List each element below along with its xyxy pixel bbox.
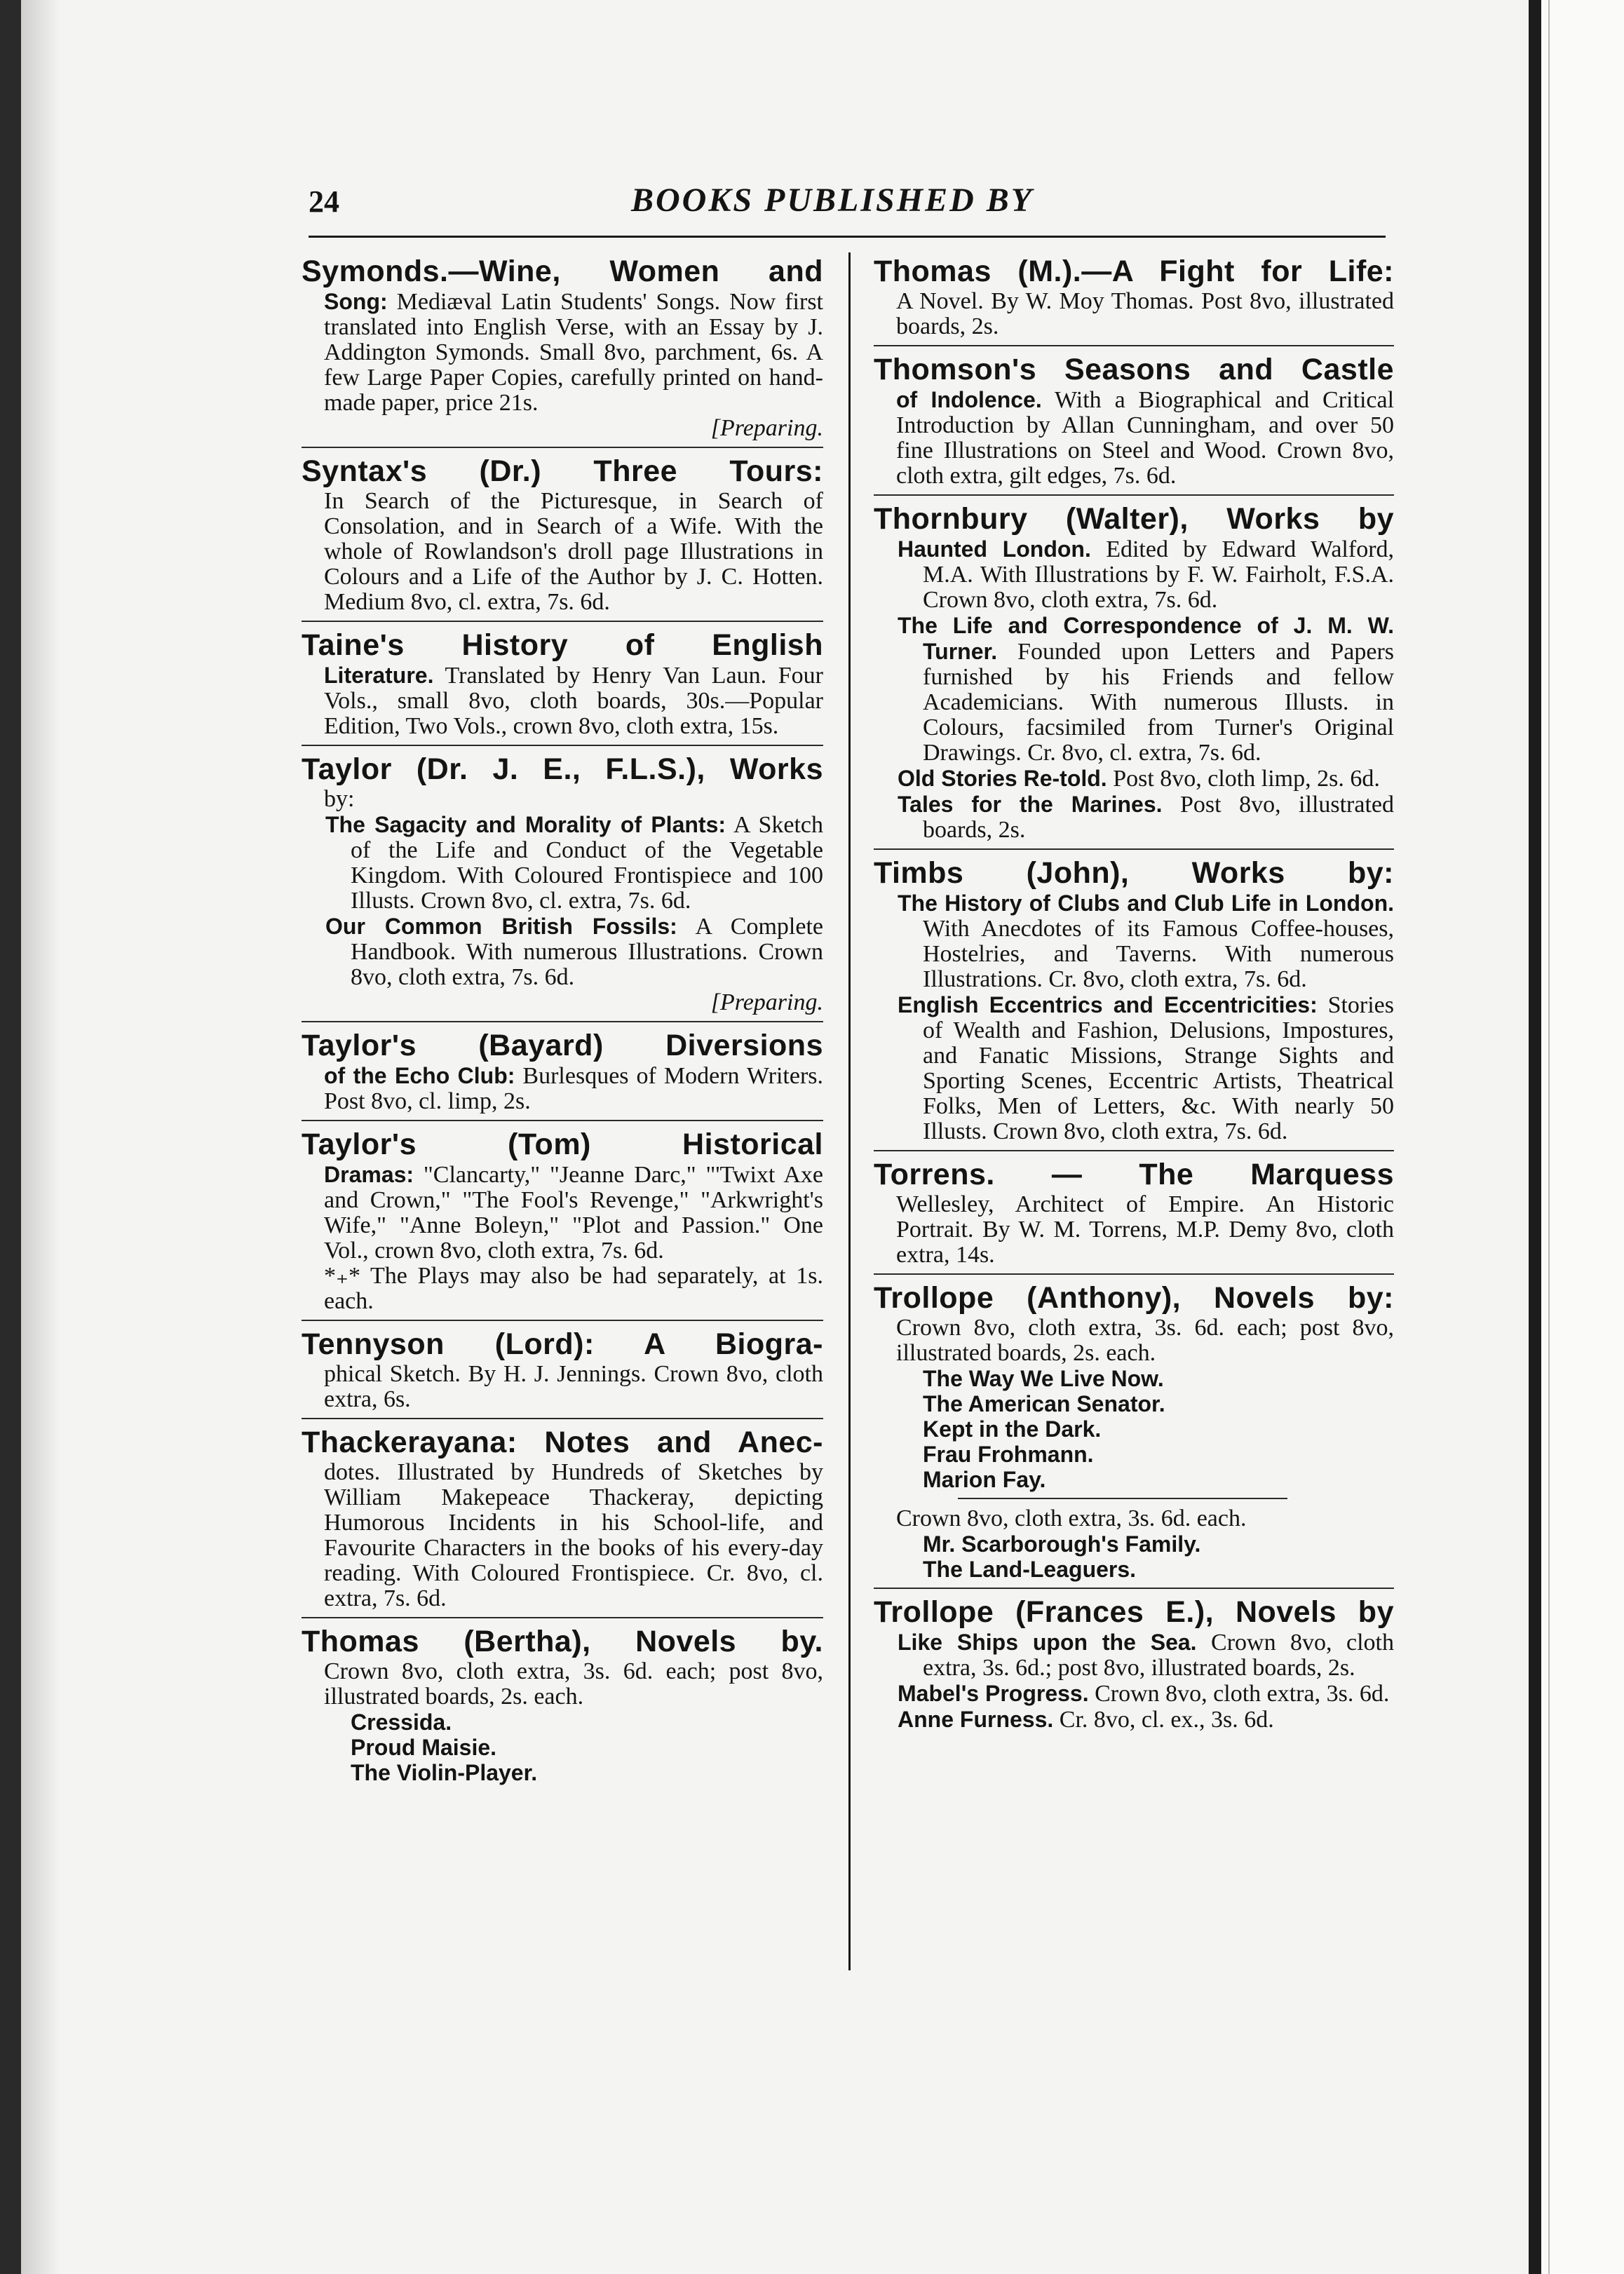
catalog-entry xyxy=(302,452,823,622)
entry-body: phical Sketch. By H. J. Jennings. Crown 8vo, cloth extra, 6s. xyxy=(324,1361,823,1412)
preparing-note: [Preparing. xyxy=(710,989,823,1015)
page-gutter xyxy=(21,0,60,2274)
entry-body: Wellesley, Architect of Empire. An Historic Portrait. By W. M. Torrens, M.P. Demy 8vo, cloth extra, 14s. xyxy=(896,1191,1394,1268)
catalog-entry xyxy=(302,626,823,746)
entry-heading: Tennyson (Lord): A Biogra- xyxy=(302,1327,823,1361)
entry-heading: Taylor's (Tom) Historical xyxy=(302,1128,823,1161)
entry-heading: Thomas (Bertha), Novels by. xyxy=(302,1625,823,1658)
catalog-entry xyxy=(874,1279,1394,1589)
entry-body: Crown 8vo, cloth extra, 3s. 6d. each. xyxy=(896,1505,1247,1531)
entry-heading: Torrens. — The Marquess xyxy=(874,1158,1394,1191)
entry-heading: Trollope (Frances E.), Novels by xyxy=(874,1595,1394,1629)
entry-body: Literature. Translated by Henry Van Laun. Four Vols., small 8vo, cloth boards, 30s.—Popular Edition, Two Vols., crown 8vo, cloth extra, 15s. xyxy=(324,663,823,739)
sub-work: The Life and Correspondence of J. M. W. Turner. Founded upon Letters and Papers furnished by his Friends and fellow Academicians. With numerous Illusts. in Colours, facsimiled from Turner's Original Drawings. Cr. 8vo, cl. extra, 7s. 6d. xyxy=(898,613,1394,766)
page-edge-shadow xyxy=(1529,0,1541,2274)
entry-heading: Taylor's (Bayard) Diversions xyxy=(302,1029,823,1062)
novel-title: Mr. Scarborough's Family. xyxy=(923,1531,1201,1557)
entry-heading: Taylor (Dr. J. E., F.L.S.), Works xyxy=(302,752,823,786)
next-page-edge-line xyxy=(1548,0,1550,2274)
catalog-entry xyxy=(302,1423,823,1618)
entry-heading: Syntax's (Dr.) Three Tours: xyxy=(302,454,823,488)
catalog-entry xyxy=(874,854,1394,1151)
catalog-entry xyxy=(874,500,1394,850)
catalog-entry xyxy=(302,1623,823,1791)
entry-body: Song: Mediæval Latin Students' Songs. Now first translated into English Verse, with an Essay by J. Addington Symonds. Small 8vo, parchment, 6s. A few Large Paper Copies, carefully printed on hand-made paper, price 21s. xyxy=(324,289,823,416)
entry-heading: Symonds.—Wine, Women and xyxy=(302,255,823,288)
next-page-margin xyxy=(1541,0,1624,2274)
sub-work: Haunted London. Edited by Edward Walford, M.A. With Illustrations by F. W. Fairholt, F.S.A. Crown 8vo, cloth extra, 7s. 6d. xyxy=(898,536,1395,613)
novel-title: The Violin-Player. xyxy=(351,1760,538,1785)
entry-body: Crown 8vo, cloth extra, 3s. 6d. each; post 8vo, illustrated boards, 2s. each. xyxy=(324,1658,823,1710)
entry-heading: Taine's History of English xyxy=(302,628,823,662)
sub-work: English Eccentrics and Eccentricities: Stories of Wealth and Fashion, Delusions, Impostures, and Fanatic Missions, Strange Sights and Sporting Scenes, Eccentric Artists, Theatrical Folks, Men of Letters, &c. With nearly 50 Illusts. Crown 8vo, cloth extra, 7s. 6d. xyxy=(898,992,1395,1144)
entry-heading: Thomson's Seasons and Castle xyxy=(874,353,1394,386)
section-rule xyxy=(958,1498,1287,1499)
entry-heading: Thornbury (Walter), Works by xyxy=(874,502,1394,536)
novel-title: Cressida. xyxy=(351,1710,452,1735)
entry-body: by: xyxy=(324,786,355,812)
sub-work: The Sagacity and Morality of Plants: A Sketch of the Life and Conduct of the Vegetable Kingdom. With Coloured Frontispiece and 100 Illusts. Crown 8vo, cl. extra, 7s. 6d. xyxy=(325,812,824,914)
entry-heading: Timbs (John), Works by: xyxy=(874,856,1394,890)
novel-title: Marion Fay. xyxy=(923,1467,1046,1492)
sub-work: Anne Furness. Cr. 8vo, cl. ex., 3s. 6d. xyxy=(898,1707,1274,1733)
catalog-entry xyxy=(874,351,1394,496)
catalog-entry xyxy=(302,1027,823,1121)
entry-heading: Thomas (M.).—A Fight for Life: xyxy=(874,255,1394,288)
column-divider xyxy=(848,252,851,1970)
sub-work: Like Ships upon the Sea. Crown 8vo, cloth extra, 3s. 6d.; post 8vo, illustrated boards, 2s. xyxy=(898,1630,1395,1681)
sub-work: Old Stories Re-told. Post 8vo, cloth limp, 2s. 6d. xyxy=(898,766,1380,792)
novel-title: The American Senator. xyxy=(923,1391,1165,1416)
catalog-entry xyxy=(874,1593,1394,1738)
novel-title: The Way We Live Now. xyxy=(923,1366,1164,1391)
novel-title: Proud Maisie. xyxy=(351,1735,497,1760)
catalog-entry xyxy=(302,1125,823,1321)
catalog-entry xyxy=(302,1325,823,1419)
sub-work: The History of Clubs and Club Life in London. With Anecdotes of its Famous Coffee-houses, Hostelries, and Taverns. With numerous Illustrations. Cr. 8vo, cloth extra, 7s. 6d. xyxy=(898,891,1394,992)
entry-body: Dramas: "Clancarty," "Jeanne Darc," "'Twixt Axe and Crown," "The Fool's Revenge," "Arkwright's Wife," "Anne Boleyn," "Plot and Passion." One Vol., crown 8vo, cloth extra, 7s. 6d. xyxy=(324,1162,823,1264)
catalog-entry xyxy=(874,252,1394,346)
running-head: BOOKS PUBLISHED BY xyxy=(631,182,1034,219)
entry-heading: Thackerayana: Notes and Anec- xyxy=(302,1426,823,1459)
entry-body: A Novel. By W. Moy Thomas. Post 8vo, illustrated boards, 2s. xyxy=(896,288,1394,339)
header-rule xyxy=(309,236,1386,238)
left-column xyxy=(302,252,823,1795)
entry-heading: Trollope (Anthony), Novels by: xyxy=(874,1281,1394,1315)
catalog-entry xyxy=(302,750,823,1022)
sub-work: Mabel's Progress. Crown 8vo, cloth extra, 3s. 6d. xyxy=(898,1681,1390,1707)
entry-body: of the Echo Club: Burlesques of Modern Writers. Post 8vo, cl. limp, 2s. xyxy=(324,1063,823,1114)
preparing-note: [Preparing. xyxy=(710,415,823,441)
book-spine-shadow xyxy=(0,0,21,2274)
entry-body: of Indolence. With a Biographical and Critical Introduction by Allan Cunningham, and over 50 fine Illustrations on Steel and Wood. Crown 8vo, cloth extra, gilt edges, 7s. 6d. xyxy=(896,387,1395,489)
novel-title: The Land-Leaguers. xyxy=(923,1557,1137,1582)
sub-work: Tales for the Marines. Post 8vo, illustrated boards, 2s. xyxy=(898,792,1395,843)
novel-title: Frau Frohmann. xyxy=(923,1442,1094,1467)
sub-work: Our Common British Fossils: A Complete Handbook. With numerous Illustrations. Crown 8vo, cloth extra, 7s. 6d. xyxy=(325,914,824,990)
page-number: 24 xyxy=(309,184,339,219)
novel-title: Kept in the Dark. xyxy=(923,1416,1102,1442)
right-column xyxy=(874,252,1394,1742)
entry-body: dotes. Illustrated by Hundreds of Sketches by William Makepeace Thackeray, depicting Humorous Incidents in his School-life, and Favourite Characters in the books of his every-day reading. With Coloured Frontispiece. Cr. 8vo, cl. extra, 7s. 6d. xyxy=(324,1459,823,1611)
catalog-entry xyxy=(874,1156,1394,1275)
entry-body: Crown 8vo, cloth extra, 3s. 6d. each; post 8vo, illustrated boards, 2s. each. xyxy=(896,1315,1394,1366)
entry-footnote: *₊* The Plays may also be had separately, at 1s. each. xyxy=(324,1263,823,1314)
entry-body: In Search of the Picturesque, in Search of Consolation, and in Search of a Wife. With the whole of Rowlandson's droll page Illustrations in Colours and a Life of the Author by J. C. Hotten. Medium 8vo, cl. extra, 7s. 6d. xyxy=(324,488,823,615)
catalog-entry xyxy=(302,252,823,448)
